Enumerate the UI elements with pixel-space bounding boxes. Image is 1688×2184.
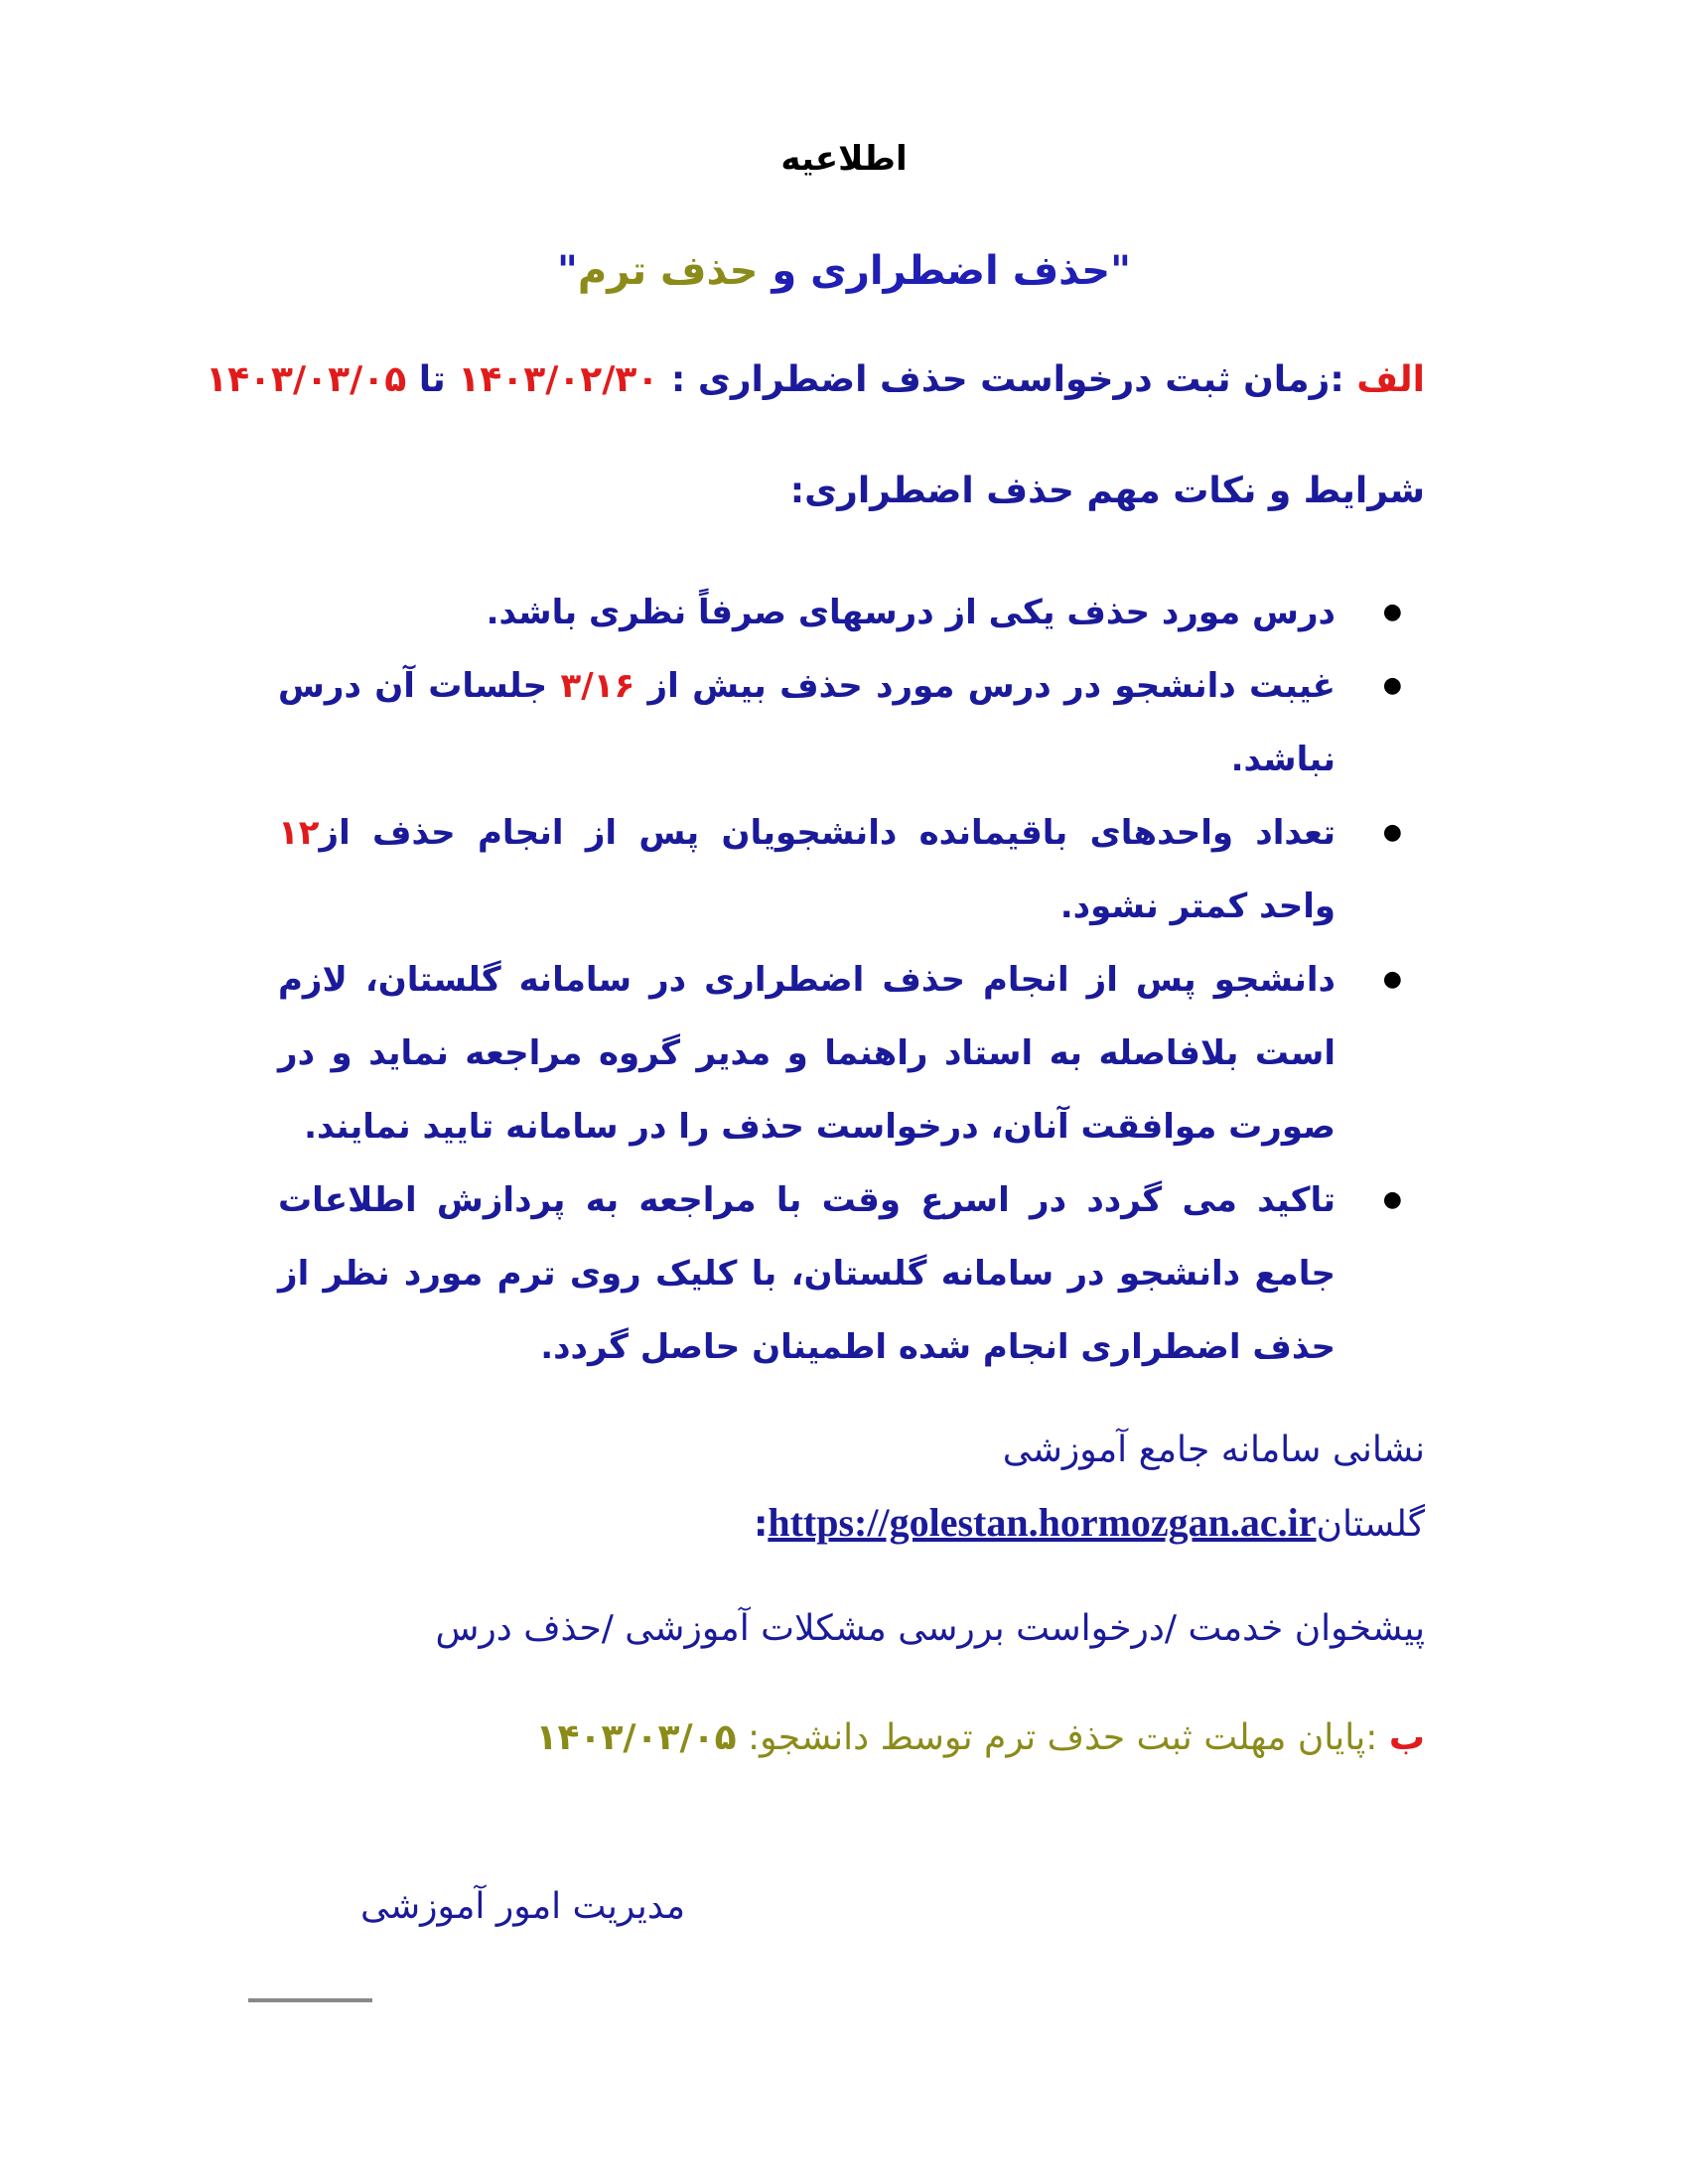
title-conjunction: و: [758, 248, 811, 294]
section-a-end-date: ۱۴۰۳/۰۳/۰۵: [206, 359, 407, 400]
section-a-label: :زمان ثبت درخواست حذف اضطراری :: [658, 359, 1357, 400]
condition-absence-text-end: جلسات آن درس نباشد.: [278, 666, 1336, 779]
section-b-deadline: [536, 1717, 1425, 1758]
section-b-marker: ب: [1388, 1717, 1425, 1758]
list-item: [278, 576, 1430, 649]
section-b-date: ۱۴۰۳/۰۳/۰۵: [535, 1717, 737, 1758]
condition-absence-text: غیبت دانشجو در درس مورد حذف بیش از: [634, 666, 1336, 706]
bullet-icon: ●: [1382, 820, 1402, 845]
condition-absence-ratio: ۳/۱۶: [560, 666, 635, 706]
list-item: [278, 943, 1430, 1163]
list-item: [278, 649, 1430, 796]
address-suffix: :: [753, 1504, 769, 1545]
section-a-deadline: [206, 359, 1425, 400]
service-path: پیشخوان خدمت /درخواست بررسی مشکلات آموزشی /حذف درس: [435, 1608, 1425, 1649]
system-address-line: [754, 1499, 1425, 1546]
conditions-list: [278, 576, 1430, 1384]
section-a-start-date: ۱۴۰۳/۰۲/۳۰: [458, 359, 659, 400]
conditions-title: شرایط و نکات مهم حذف اضطراری:: [789, 471, 1425, 511]
section-b-label: :پایان مهلت ثبت حذف ترم توسط دانشجو:: [736, 1717, 1389, 1758]
bullet-icon: ●: [1382, 967, 1402, 992]
title-emergency-drop: حذف اضطراری: [810, 248, 1111, 294]
footnote-divider: [248, 1998, 372, 2002]
condition-units-text: تعداد واحدهای باقیمانده دانشجویان پس از انجام حذف از: [319, 813, 1336, 853]
bullet-icon: ●: [1382, 1187, 1402, 1212]
title-quote-open: ": [1110, 248, 1131, 294]
signature: مدیریت امور آموزشی: [359, 1886, 685, 1927]
golestan-link[interactable]: https://golestan.hormozgan.ac.ir: [768, 1500, 1317, 1545]
address-prefix: گلستان: [1316, 1504, 1425, 1545]
list-item: [278, 796, 1430, 943]
bullet-icon: ●: [1382, 600, 1402, 624]
title-term-drop: حذف ترم: [577, 248, 759, 294]
title-quote-close: ": [557, 248, 578, 294]
section-a-marker: الف: [1356, 359, 1425, 400]
section-a-separator: تا: [406, 359, 459, 400]
condition-advisor-approval: دانشجو پس از انجام حذف اضطراری در سامانه گلستان، لازم است بلافاصله به استاد راهنما و مدیر گروه مراجعه نماید و در صورت موافقت آنان، درخواست حذف را در سامانه تایید نمایند.: [278, 960, 1336, 1147]
bullet-icon: ●: [1382, 673, 1402, 698]
list-item: [278, 1163, 1430, 1384]
condition-verify-drop: تاکید می گردد در اسرع وقت با مراجعه به پردازش اطلاعات جامع دانشجو در سامانه گلستان، با کلیک روی ترم مورد نظر از حذف اضطراری انجام شده اطمینان حاصل گردد.: [278, 1180, 1336, 1367]
system-address-label: نشانی سامانه جامع آموزشی: [1002, 1430, 1425, 1470]
page-heading: اطلاعیه: [780, 139, 908, 179]
announcement-title: [0, 248, 1688, 294]
condition-units-text-end: واحد کمتر نشود.: [1059, 887, 1336, 926]
condition-theory-only: درس مورد حذف یکی از درسهای صرفاً نظری باشد.: [486, 593, 1336, 632]
condition-min-units: ۱۲: [278, 813, 320, 853]
